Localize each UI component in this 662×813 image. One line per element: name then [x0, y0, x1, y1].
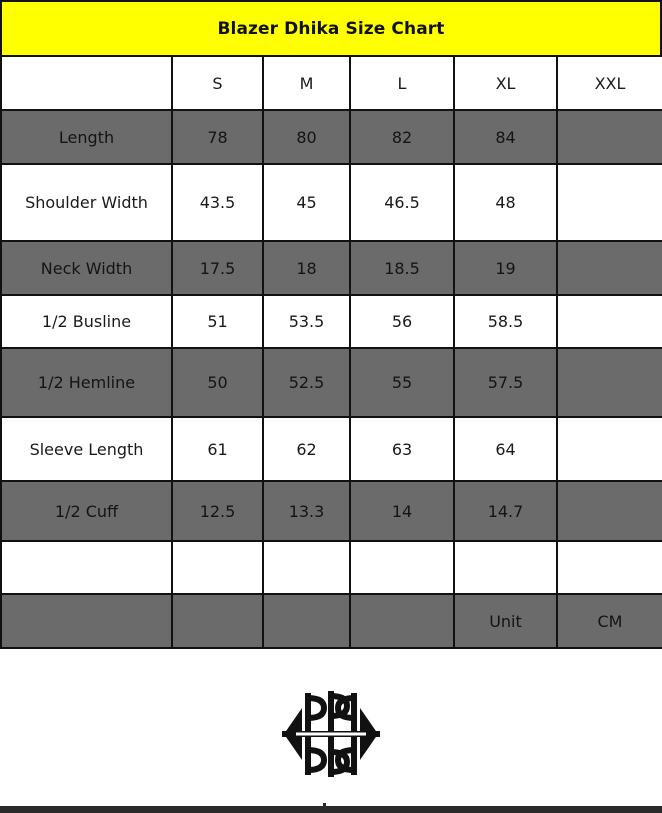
table-row — [1, 481, 662, 541]
unit-value: CM — [557, 594, 662, 648]
table-cell — [557, 541, 662, 594]
table-cell: 80 — [263, 110, 350, 164]
row-label: 1/2 Cuff — [1, 481, 172, 541]
row-label — [1, 594, 172, 648]
header-cell: S — [172, 56, 263, 110]
table-cell — [557, 417, 662, 481]
row-label: 1/2 Hemline — [1, 348, 172, 417]
table-cell — [172, 594, 263, 648]
header-cell: XXL — [557, 56, 662, 110]
table-cell: 53.5 — [263, 295, 350, 348]
table-row — [1, 295, 662, 348]
table-row — [1, 417, 662, 481]
table-cell: 48 — [454, 164, 557, 241]
table-row — [1, 164, 662, 241]
table-cell — [557, 164, 662, 241]
table-cell: 55 — [350, 348, 454, 417]
size-chart-table — [0, 55, 662, 649]
row-label: 1/2 Busline — [1, 295, 172, 348]
table-cell: 45 — [263, 164, 350, 241]
table-cell — [557, 295, 662, 348]
table-cell: 51 — [172, 295, 263, 348]
table-cell: 62 — [263, 417, 350, 481]
table-cell: 50 — [172, 348, 263, 417]
table-cell: 63 — [350, 417, 454, 481]
table-cell: 64 — [454, 417, 557, 481]
table-cell — [172, 541, 263, 594]
table-cell: 56 — [350, 295, 454, 348]
table-cell — [454, 541, 557, 594]
table-cell: 82 — [350, 110, 454, 164]
title-text: Blazer Dhika Size Chart — [217, 18, 445, 39]
table-cell: 43.5 — [172, 164, 263, 241]
table-cell — [557, 481, 662, 541]
bottom-divider — [0, 806, 662, 813]
page-title — [0, 0, 662, 57]
table-cell — [557, 110, 662, 164]
row-label: Neck Width — [1, 241, 172, 295]
table-row — [1, 110, 662, 164]
table-cell: 46.5 — [350, 164, 454, 241]
header-cell — [1, 56, 172, 110]
table-cell — [557, 241, 662, 295]
table-row — [1, 348, 662, 417]
header-cell: L — [350, 56, 454, 110]
row-label: Sleeve Length — [1, 417, 172, 481]
table-cell: 13.3 — [263, 481, 350, 541]
table-cell: 19 — [454, 241, 557, 295]
table-cell — [557, 348, 662, 417]
table-cell: 18.5 — [350, 241, 454, 295]
table-cell — [263, 594, 350, 648]
table-cell: 84 — [454, 110, 557, 164]
header-row — [1, 56, 662, 110]
unit-label: Unit — [454, 594, 557, 648]
row-label: Shoulder Width — [1, 164, 172, 241]
table-cell: 14.7 — [454, 481, 557, 541]
table-cell — [350, 594, 454, 648]
table-cell: 58.5 — [454, 295, 557, 348]
table-cell: 14 — [350, 481, 454, 541]
table-row — [1, 541, 662, 594]
table-row — [1, 241, 662, 295]
table-row — [1, 594, 662, 648]
table-cell — [263, 541, 350, 594]
monogram-logo-icon — [278, 686, 384, 782]
table-cell: 12.5 — [172, 481, 263, 541]
table-cell: 52.5 — [263, 348, 350, 417]
table-cell: 17.5 — [172, 241, 263, 295]
table-cell: 78 — [172, 110, 263, 164]
header-cell: XL — [454, 56, 557, 110]
header-cell: M — [263, 56, 350, 110]
table-cell: 57.5 — [454, 348, 557, 417]
row-label — [1, 541, 172, 594]
row-label: Length — [1, 110, 172, 164]
table-cell — [350, 541, 454, 594]
table-cell: 61 — [172, 417, 263, 481]
table-cell: 18 — [263, 241, 350, 295]
